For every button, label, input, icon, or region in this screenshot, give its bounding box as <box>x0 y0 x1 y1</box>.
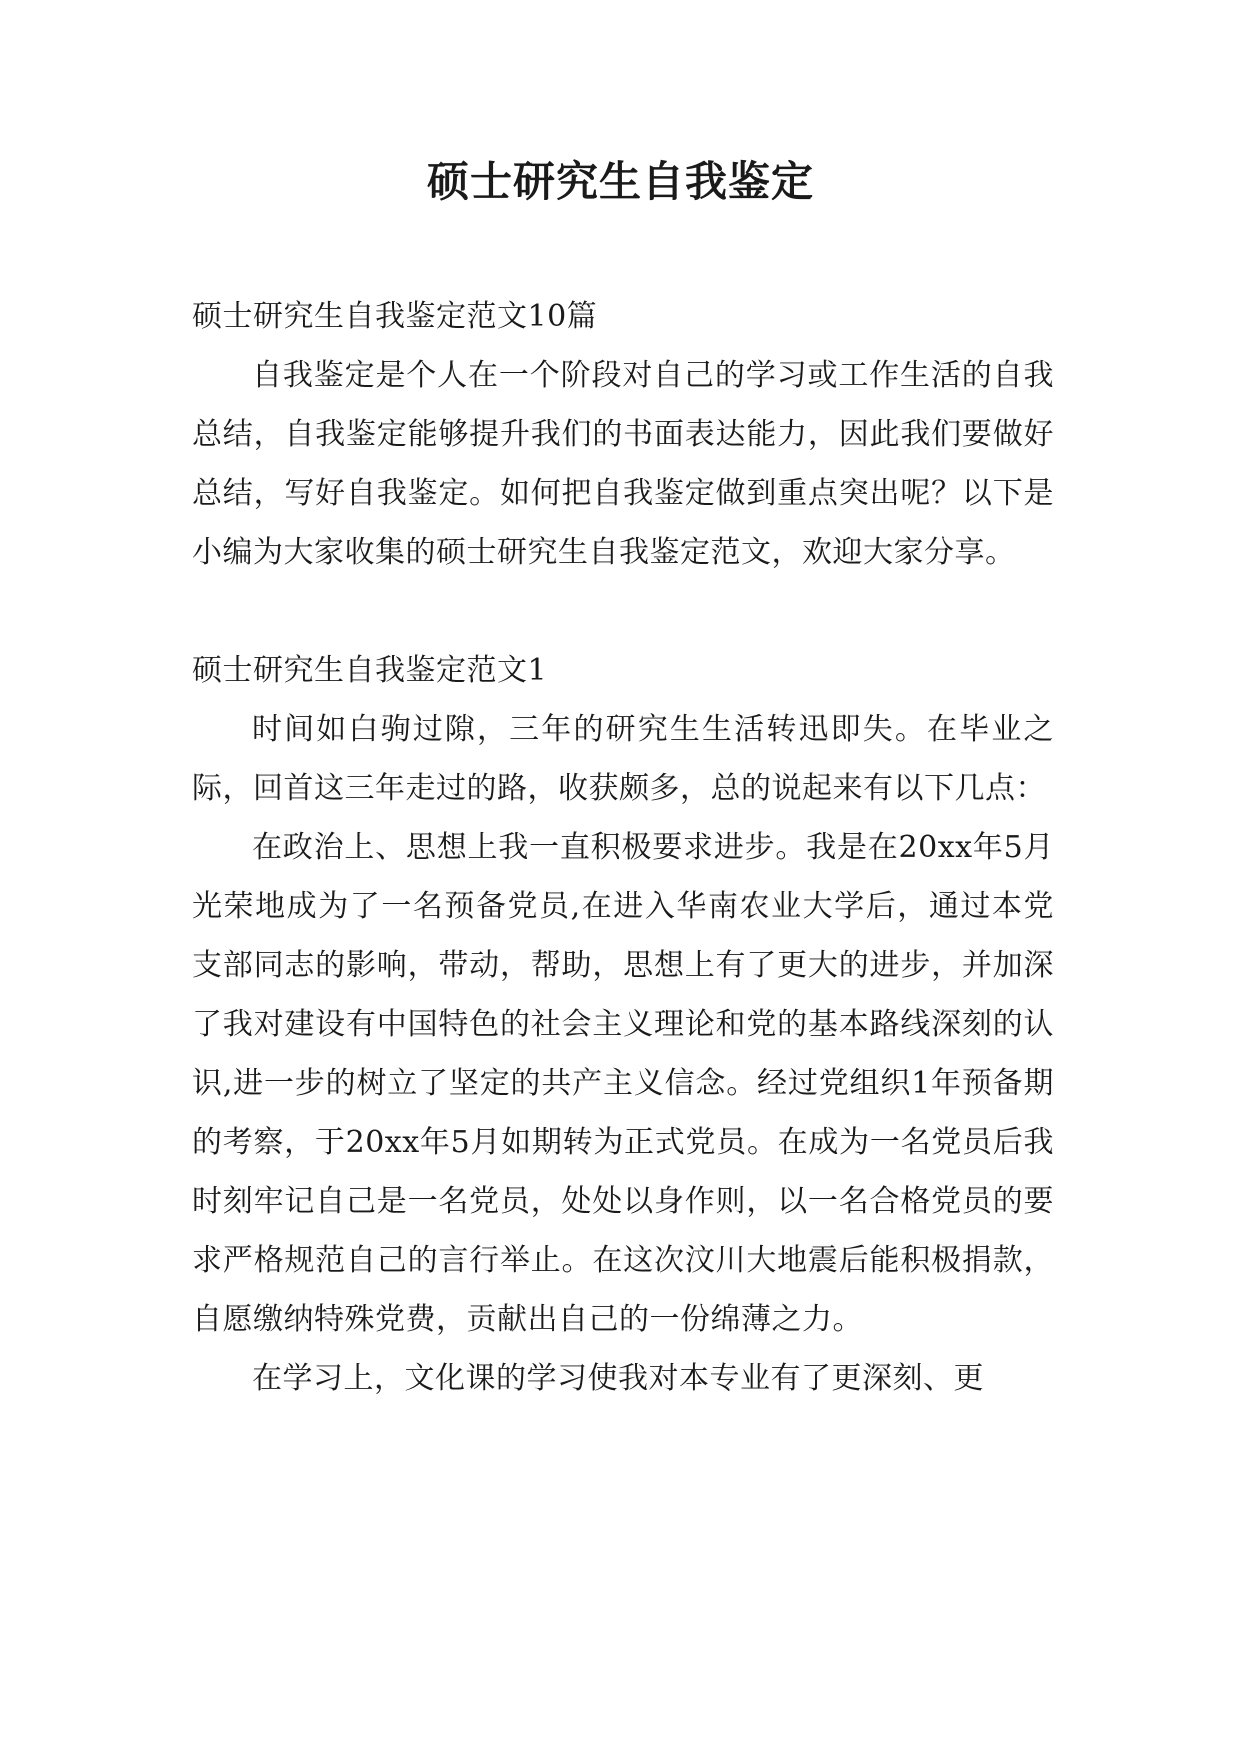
intro-paragraph: 自我鉴定是个人在一个阶段对自己的学习或工作生活的自我总结，自我鉴定能够提升我们的书面表达能力，因此我们要做好总结，写好自我鉴定。如何把自我鉴定做到重点突出呢？以下是小编为大家收集的硕士研究生自我鉴定范文，欢迎大家分享。 <box>192 358 1054 570</box>
document-title: 硕士研究生自我鉴定 <box>426 157 814 206</box>
section1-paragraph: 时间如白驹过隙，三年的研究生生活转迅即失。在毕业之际，回首这三年走过的路，收获颇多，总的说起来有以下几点： <box>192 712 1054 806</box>
section1-heading: 硕士研究生自我鉴定范文1 <box>192 653 548 688</box>
intro-heading: 硕士研究生自我鉴定范文10篇 <box>192 299 598 334</box>
section1-paragraph: 在学习上，文化课的学习使我对本专业有了更深刻、更 <box>252 1361 984 1396</box>
document-body <box>192 287 1054 1408</box>
section-spacer <box>192 582 1054 641</box>
section1-paragraph: 在政治上、思想上我一直积极要求进步。我是在20xx年5月光荣地成为了一名预备党员,在进入华南农业大学后，通过本党支部同志的影响，带动，帮助，思想上有了更大的进步，并加深了我对建设有中国特色的社会主义理论和党的基本路线深刻的认识,进一步的树立了坚定的共产主义信念。经过党组织1年预备期的考察，于20xx年5月如期转为正式党员。在成为一名党员后我时刻牢记自己是一名党员，处处以身作则，以一名合格党员的要求严格规范自己的言行举止。在这次汶川大地震后能积极捐款，自愿缴纳特殊党费，贡献出自己的一份绵薄之力。 <box>192 830 1054 1337</box>
